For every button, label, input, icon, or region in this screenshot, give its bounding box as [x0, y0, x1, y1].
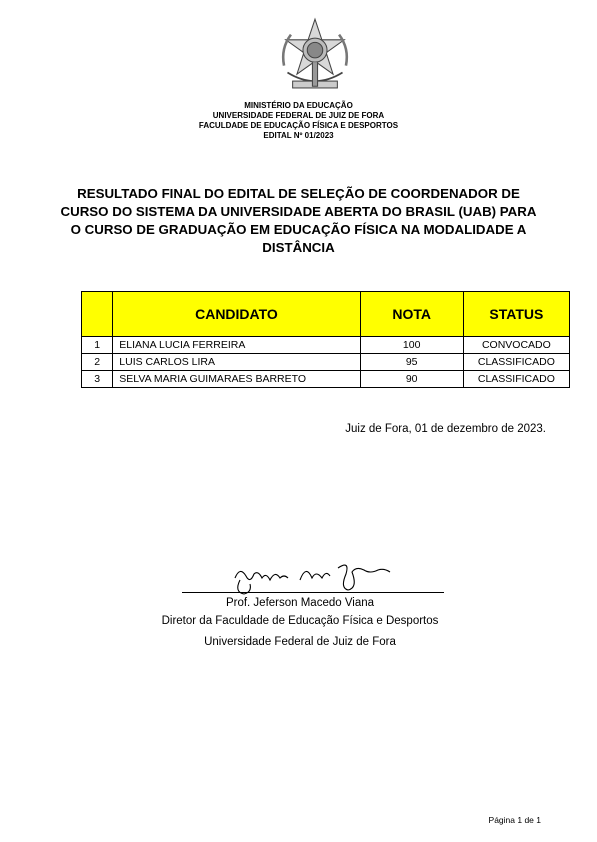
table-row	[82, 337, 570, 354]
edital-heading: EDITAL Nº 01/2023	[263, 131, 334, 140]
title-line: DISTÂNCIA	[262, 240, 335, 255]
table-header-row	[82, 292, 570, 337]
table-row	[82, 354, 570, 371]
row-index: 3	[82, 371, 113, 388]
coat-of-arms-icon	[272, 14, 358, 100]
document-title	[60, 185, 537, 257]
signature-line	[182, 592, 444, 593]
row-score: 100	[360, 337, 463, 354]
row-candidate: SELVA MARIA GUIMARAES BARRETO	[113, 371, 360, 388]
header-candidate: CANDIDATO	[113, 292, 360, 337]
row-index: 1	[82, 337, 113, 354]
faculty-heading: FACULDADE DE EDUCAÇÃO FÍSICA E DESPORTOS	[198, 121, 399, 130]
row-index: 2	[82, 354, 113, 371]
signatory-institution: Universidade Federal de Juiz de Fora	[204, 636, 396, 648]
signatory-role: Diretor da Faculdade de Educação Física e Desportos	[161, 615, 439, 627]
table-row	[82, 371, 570, 388]
row-status: CONVOCADO	[463, 337, 569, 354]
title-line: O CURSO DE GRADUAÇÃO EM EDUCAÇÃO FÍSICA NA MODALIDADE A	[70, 222, 527, 237]
row-candidate: ELIANA LUCIA FERREIRA	[113, 337, 360, 354]
ministry-heading: MINISTÉRIO DA EDUCAÇÃO	[244, 101, 353, 110]
row-status: CLASSIFICADO	[463, 371, 569, 388]
results-table	[81, 291, 570, 388]
title-line: RESULTADO FINAL DO EDITAL DE SELEÇÃO DE COORDENADOR DE	[77, 186, 520, 201]
page-number: Página 1 de 1	[488, 815, 541, 825]
title-line: CURSO DO SISTEMA DA UNIVERSIDADE ABERTA DO BRASIL (UAB) PARA	[60, 204, 537, 219]
row-status: CLASSIFICADO	[463, 354, 569, 371]
signatory-name: Prof. Jeferson Macedo Viana	[225, 597, 375, 609]
header-index	[82, 292, 113, 337]
row-score: 95	[360, 354, 463, 371]
row-candidate: LUIS CARLOS LIRA	[113, 354, 360, 371]
university-heading: UNIVERSIDADE FEDERAL DE JUIZ DE FORA	[212, 111, 385, 120]
header-status: STATUS	[463, 292, 569, 337]
header-score: NOTA	[360, 292, 463, 337]
row-score: 90	[360, 371, 463, 388]
date-line: Juiz de Fora, 01 de dezembro de 2023.	[345, 423, 546, 435]
